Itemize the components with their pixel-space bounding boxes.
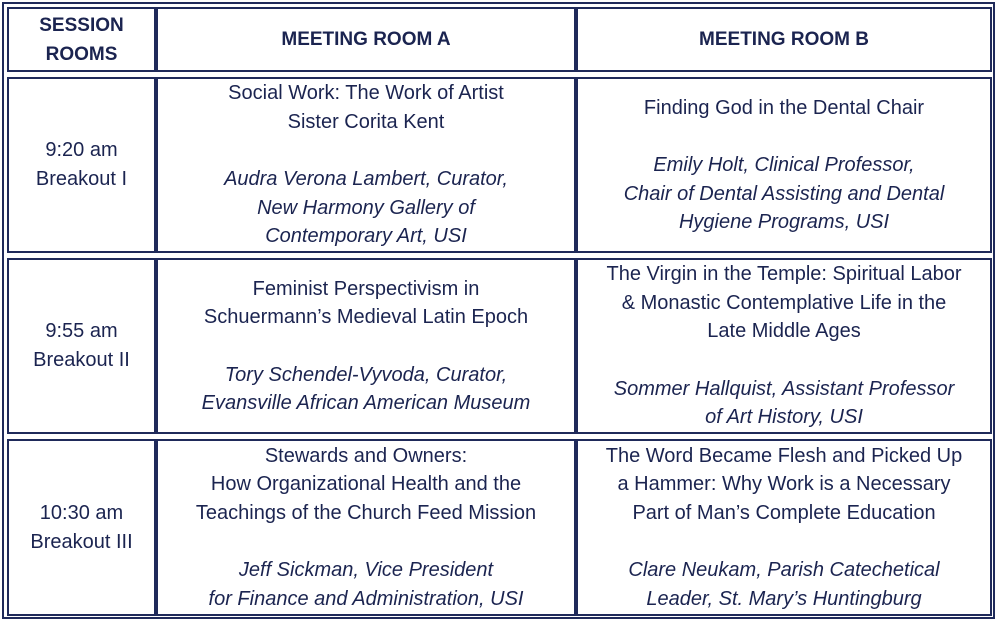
header-meeting-room-b	[576, 7, 992, 72]
session-title-line: Teachings of the Church Feed Mission	[195, 501, 537, 524]
session-title-line: Schuermann’s Medieval Latin Epoch	[203, 306, 529, 328]
session-time-3	[7, 439, 156, 616]
session-title-line: Part of Man’s Complete Education	[632, 501, 936, 524]
session-2-room-a	[156, 258, 576, 434]
presenter-line: for Finance and Administration, USI	[208, 587, 524, 610]
presenter-line: Tory Schendel-Vyvoda, Curator,	[224, 363, 508, 386]
presenter	[628, 556, 939, 613]
session-time-2-time: 9:55 am	[45, 320, 118, 342]
session-time-1-breakout: Breakout I	[35, 168, 128, 190]
session-title-line: Feminist Perspectivism in	[252, 277, 480, 300]
presenter	[614, 375, 954, 432]
session-1-room-a	[156, 77, 576, 253]
session-time-2	[7, 258, 156, 434]
session-title-line: The Word Became Flesh and Picked Up	[605, 444, 963, 467]
presenter-line: Hygiene Programs, USI	[678, 211, 890, 233]
header-meeting-room-a	[156, 7, 576, 72]
presenter-line: Contemporary Art, USI	[265, 225, 467, 248]
presenter-line: Chair of Dental Assisting and Dental	[623, 182, 945, 205]
presenter-line: Audra Verona Lambert, Curator,	[224, 168, 508, 191]
presenter-line: Leader, St. Mary’s Huntingburg	[646, 587, 922, 610]
session-title	[196, 442, 536, 528]
presenter	[209, 556, 524, 613]
presenter-line: of Art History, USI	[705, 406, 863, 429]
presenter-line: Emily Holt, Clinical Professor,	[653, 154, 915, 176]
presenter-line: Sommer Hallquist, Assistant Professor	[613, 377, 955, 400]
session-title-line: Social Work: The Work of Artist	[228, 82, 504, 105]
session-time-1	[7, 77, 156, 253]
session-title-line: Finding God in the Dental Chair	[643, 96, 925, 119]
header-meeting-room-a-label: MEETING ROOM A	[281, 29, 451, 50]
session-title-line: Late Middle Ages	[707, 320, 861, 343]
session-3-room-b	[576, 439, 992, 616]
session-2-room-b	[576, 258, 992, 434]
session-title-line: Sister Corita Kent	[287, 110, 445, 133]
session-title	[204, 275, 528, 332]
presenter	[202, 361, 531, 418]
presenter-line: Clare Neukam, Parish Catechetical	[628, 559, 940, 582]
session-title	[644, 94, 924, 123]
session-3-room-a	[156, 439, 576, 616]
header-session-rooms-line-1: SESSION	[39, 14, 124, 36]
session-time-1-time: 9:20 am	[45, 139, 118, 161]
session-title	[228, 79, 504, 136]
presenter	[624, 151, 945, 237]
session-title-line: Stewards and Owners:	[264, 444, 468, 467]
header-session-rooms-line-2: ROOMS	[45, 43, 118, 65]
session-1-room-b	[576, 77, 992, 253]
session-time-2-breakout: Breakout II	[33, 349, 130, 371]
header-session-rooms	[7, 7, 156, 72]
session-title	[606, 260, 961, 346]
presenter-line: Jeff Sickman, Vice President	[238, 559, 494, 582]
presenter-line: New Harmony Gallery of	[257, 196, 475, 219]
presenter	[224, 165, 508, 251]
session-time-3-breakout: Breakout III	[30, 530, 133, 553]
presenter-line: Evansville African American Museum	[201, 392, 531, 414]
session-title-line: The Virgin in the Temple: Spiritual Labor	[606, 263, 962, 286]
session-title-line: How Organizational Health and the	[210, 473, 522, 496]
session-title-line: & Monastic Contemplative Life in the	[621, 291, 947, 314]
header-meeting-room-b-label: MEETING ROOM B	[699, 29, 869, 50]
session-title	[606, 442, 962, 528]
session-title-line: a Hammer: Why Work is a Necessary	[617, 473, 951, 496]
session-time-3-time: 10:30 am	[39, 501, 124, 524]
